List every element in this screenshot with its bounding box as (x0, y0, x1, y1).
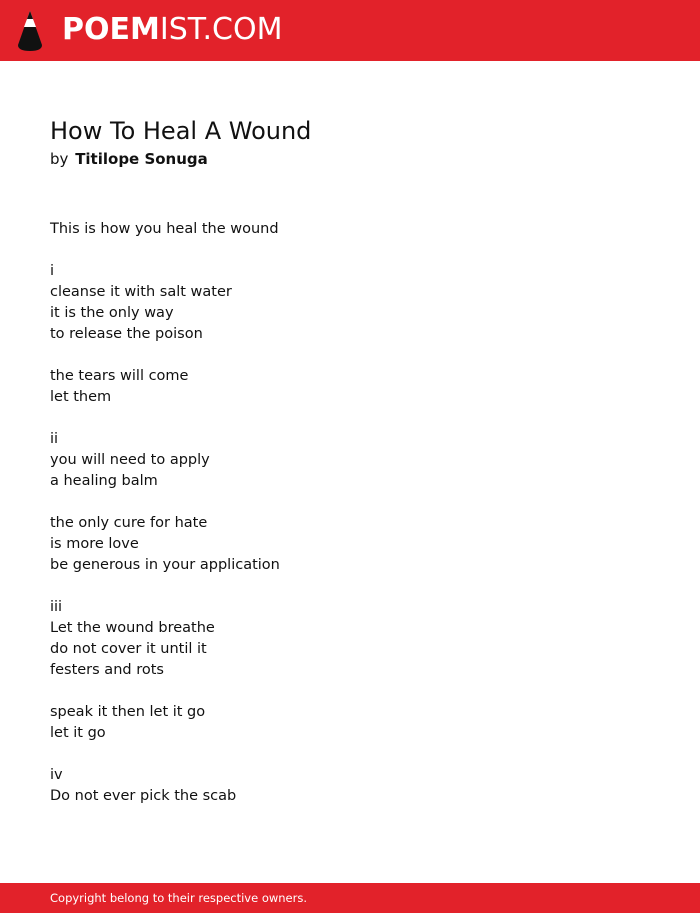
poem-line: i (50, 263, 55, 279)
poem-line: speak it then let it go (50, 704, 206, 720)
logo-bold-text: POEM (62, 12, 160, 47)
poem-line: the tears will come (50, 368, 189, 384)
poem-line: festers and rots (50, 662, 164, 678)
stanza-break (50, 240, 650, 261)
poem-line: cleanse it with salt water (50, 284, 232, 300)
poem-line: iii (50, 599, 63, 615)
stanza-break (50, 744, 650, 765)
poem-line: a healing balm (50, 473, 158, 489)
poem-line: let them (50, 389, 112, 405)
stanza-break (50, 681, 650, 702)
site-footer (0, 883, 700, 913)
poem-line: do not cover it until it (50, 641, 207, 657)
poem-line: the only cure for hate (50, 515, 208, 531)
poem-body (50, 219, 650, 807)
poem-line: you will need to apply (50, 452, 210, 468)
site-logo[interactable] (62, 12, 282, 48)
poem-line: is more love (50, 536, 139, 552)
stanza-break (50, 408, 650, 429)
stanza-break (50, 576, 650, 597)
byline (50, 149, 208, 169)
poem-line: let it go (50, 725, 106, 741)
poem-line: to release the poison (50, 326, 203, 342)
pencil-icon (16, 9, 44, 52)
poem-line: ii (50, 431, 59, 447)
poem-line: Do not ever pick the scab (50, 788, 237, 804)
site-header (0, 0, 700, 61)
byline-prefix: by (50, 150, 69, 168)
poem-line: Let the wound breathe (50, 620, 215, 636)
stanza-break (50, 345, 650, 366)
poem-line: This is how you heal the wound (50, 221, 279, 237)
poem-line: it is the only way (50, 305, 174, 321)
copyright-text: Copyright belong to their respective owners. (50, 891, 308, 905)
logo-light-text: IST.COM (159, 12, 283, 47)
stanza-break (50, 492, 650, 513)
poem-line: be generous in your application (50, 557, 280, 573)
poem-line: iv (50, 767, 63, 783)
author-name: Titilope Sonuga (75, 150, 208, 168)
poem-title: How To Heal A Wound (50, 117, 312, 145)
